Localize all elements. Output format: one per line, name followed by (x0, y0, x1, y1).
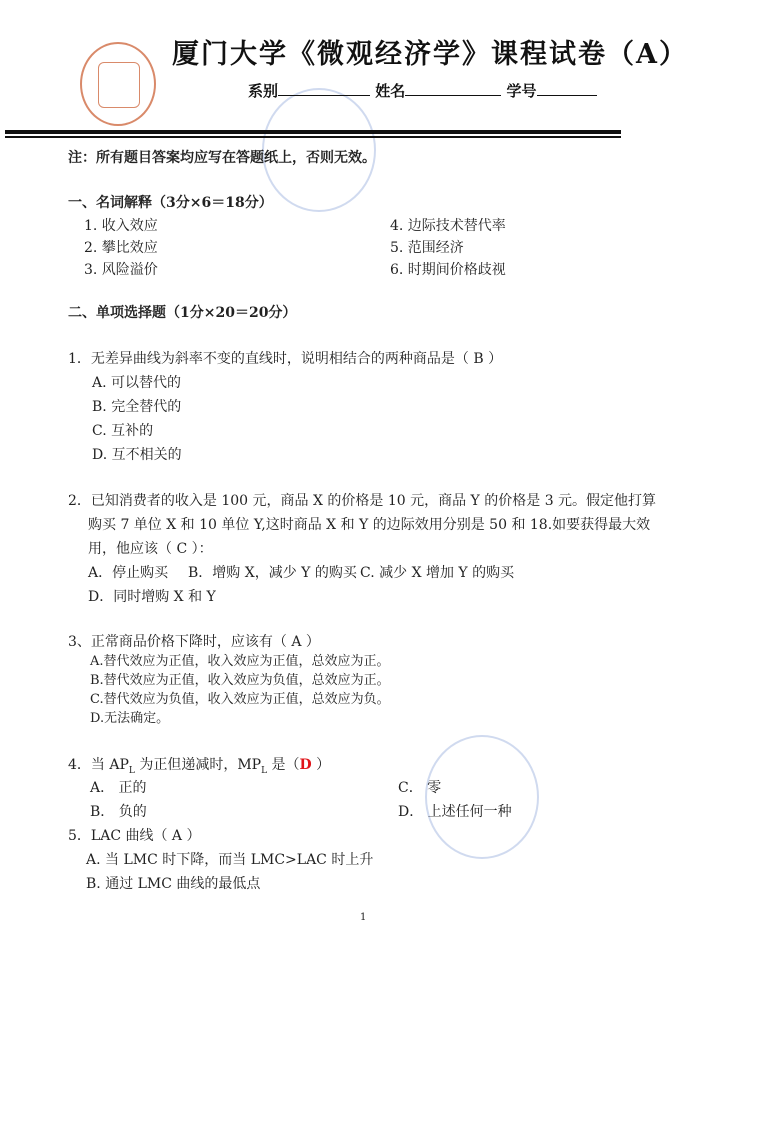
option: D.无法确定。 (90, 711, 170, 726)
option: B. 完全替代的 (92, 399, 182, 415)
dept-label: 系别 (248, 82, 279, 100)
option: D．同时增购 X 和 Y (88, 589, 216, 605)
watermark-stamp (425, 735, 539, 859)
stem-text: ） (311, 757, 331, 773)
id-label: 学号 (506, 82, 537, 100)
stem-text: 4．当 AP (68, 757, 129, 773)
option: C.替代效应为负值，收入效应为正值，总效应为负。 (90, 692, 390, 707)
question-stem: 1．无差异曲线为斜率不变的直线时，说明相结合的两种商品是（ B ） (68, 351, 503, 367)
option: D. 互不相关的 (92, 447, 182, 463)
question-stem (68, 756, 330, 780)
question-stem: 5．LAC 曲线（ A ） (68, 828, 201, 844)
exam-title: 厦门大学《微观经济学》课程试卷（A） (172, 39, 688, 70)
question-stem: 用，他应该（ C ）： (88, 541, 213, 557)
subscript: L (128, 765, 135, 776)
option: A. 当 LMC 时下降，而当 LMC>LAC 时上升 (86, 852, 374, 868)
name-label: 姓名 (375, 82, 406, 100)
question-stem: 2．已知消费者的收入是 100 元，商品 X 的价格是 10 元，商品 Y 的价格是 3 元。假定他打算 (68, 493, 657, 509)
option: B. 通过 LMC 曲线的最低点 (86, 876, 261, 892)
option: C. 互补的 (92, 423, 154, 439)
question-stem: 购买 7 单位 X 和 10 单位 Y,这时商品 X 和 Y 的边际效用分别是 50 和 18.如要获得最大效 (88, 517, 651, 533)
option: A. 可以替代的 (92, 375, 182, 391)
section1-title: 一、名词解释（3分×6＝18分） (68, 195, 273, 211)
option: B． 负的 (90, 804, 147, 820)
stem-text: 是（ (267, 757, 300, 773)
stem-text: 为正但递减时，MP (134, 757, 262, 773)
term-item: 1. 收入效应 (84, 218, 158, 234)
option: C． 零 (398, 780, 442, 796)
term-item: 3. 风险溢价 (84, 262, 158, 278)
subscript: L (261, 765, 268, 776)
university-seal (80, 42, 156, 126)
page-number: 1 (360, 912, 367, 923)
section2-title: 二、单项选择题（1分×20＝20分） (68, 305, 297, 321)
term-item: 2. 攀比效应 (84, 240, 158, 256)
header-rule (5, 130, 621, 134)
option: B．增购 X，减少 Y 的购买 (188, 565, 357, 581)
id-blank[interactable] (537, 81, 597, 96)
option: B.替代效应为正值，收入效应为负值，总效应为正。 (90, 673, 390, 688)
answer-mark: D (299, 757, 312, 773)
option: C. 减少 X 增加 Y 的购买 (360, 565, 515, 581)
question-stem: 3、正常商品价格下降时，应该有（ A ） (68, 634, 320, 650)
header-rule-thin (5, 136, 621, 138)
student-info (248, 80, 597, 101)
option: A．停止购买 (88, 565, 169, 581)
term-item: 4. 边际技术替代率 (390, 218, 506, 234)
note: 注：所有题目答案均应写在答题纸上，否则无效。 (68, 150, 376, 166)
option: A.替代效应为正值，收入效应为正值，总效应为正。 (90, 654, 390, 669)
dept-blank[interactable] (278, 81, 370, 96)
name-blank[interactable] (405, 81, 501, 96)
option: D． 上述任何一种 (398, 804, 512, 820)
term-item: 6. 时期间价格歧视 (390, 262, 506, 278)
term-item: 5. 范围经济 (390, 240, 464, 256)
option: A． 正的 (90, 780, 147, 796)
